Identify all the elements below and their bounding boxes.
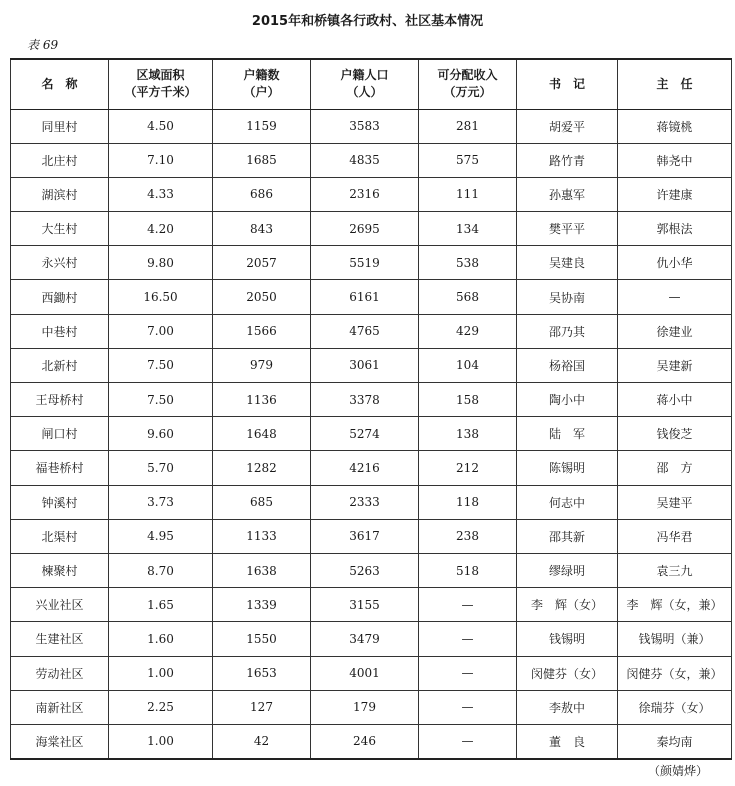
table-cell: 1339: [213, 588, 311, 622]
table-cell: 吴建新: [618, 348, 732, 382]
column-header-line: 主 任: [656, 76, 693, 91]
table-cell: 138: [419, 417, 517, 451]
column-header: [419, 59, 517, 109]
table-cell: 5519: [311, 246, 419, 280]
table-cell: 16.50: [109, 280, 213, 314]
table-cell: 5263: [311, 553, 419, 587]
table-cell: 何志中: [517, 485, 618, 519]
table-row: [11, 622, 732, 656]
column-header: [517, 59, 618, 109]
table-cell: 281: [419, 109, 517, 143]
table-cell: 邵乃其: [517, 314, 618, 348]
table-cell: 3378: [311, 383, 419, 417]
table-cell: 兴业社区: [11, 588, 109, 622]
table-cell: 闵健芬（女，兼）: [618, 656, 732, 690]
table-cell: 南新社区: [11, 690, 109, 724]
table-cell: 钱俊芝: [618, 417, 732, 451]
table-cell: 李 辉（女，兼）: [618, 588, 732, 622]
table-cell: 樊平平: [517, 212, 618, 246]
table-cell: 104: [419, 348, 517, 382]
column-header-line: （户）: [243, 85, 280, 100]
table-cell: 钱锡明（兼）: [618, 622, 732, 656]
table-cell: 686: [213, 177, 311, 211]
table-cell: 1648: [213, 417, 311, 451]
table-cell: 永兴村: [11, 246, 109, 280]
table-cell: 1.60: [109, 622, 213, 656]
table-row: [11, 143, 732, 177]
table-cell: 缪绿明: [517, 553, 618, 587]
table-cell: 吴协南: [517, 280, 618, 314]
table-cell: 1133: [213, 519, 311, 553]
table-row: [11, 485, 732, 519]
table-row: [11, 553, 732, 587]
table-cell: 1.00: [109, 656, 213, 690]
table-row: [11, 212, 732, 246]
column-header-line: （万元）: [443, 85, 492, 100]
table-cell: 7.50: [109, 383, 213, 417]
table-cell: 徐瑞芬（女）: [618, 690, 732, 724]
table-cell: 福巷桥村: [11, 451, 109, 485]
table-cell: 海棠社区: [11, 724, 109, 758]
table-cell: 127: [213, 690, 311, 724]
table-cell: 西鋤村: [11, 280, 109, 314]
table-cell: 5.70: [109, 451, 213, 485]
table-cell: 246: [311, 724, 419, 758]
table-cell: 吴建平: [618, 485, 732, 519]
table-cell: 7.10: [109, 143, 213, 177]
table-cell: 3583: [311, 109, 419, 143]
table-cell: 3617: [311, 519, 419, 553]
table-row: [11, 451, 732, 485]
table-cell: 1685: [213, 143, 311, 177]
table-number: 表 69: [27, 38, 59, 52]
table-cell: 徐建业: [618, 314, 732, 348]
table-cell: 郭根法: [618, 212, 732, 246]
table-cell: 王母桥村: [11, 383, 109, 417]
table-cell: 钟溪村: [11, 485, 109, 519]
table-cell: 518: [419, 553, 517, 587]
table-cell: 许建康: [618, 177, 732, 211]
table-cell: 4001: [311, 656, 419, 690]
column-header-line: 名 称: [41, 76, 78, 91]
table-cell: 238: [419, 519, 517, 553]
table-cell: 685: [213, 485, 311, 519]
table-cell: 2316: [311, 177, 419, 211]
table-cell: 7.00: [109, 314, 213, 348]
table-cell: 2695: [311, 212, 419, 246]
table-cell: 韩尧中: [618, 143, 732, 177]
column-header-line: 户籍人口: [340, 68, 389, 83]
column-header: [11, 59, 109, 109]
table-cell: 2333: [311, 485, 419, 519]
table-cell: —: [419, 724, 517, 758]
table-cell: 秦均南: [618, 724, 732, 758]
table-cell: —: [419, 588, 517, 622]
table-cell: 568: [419, 280, 517, 314]
table-cell: 6161: [311, 280, 419, 314]
table-cell: 北新村: [11, 348, 109, 382]
column-header-line: 户籍数: [243, 68, 280, 83]
table-row: [11, 519, 732, 553]
table-row: [11, 109, 732, 143]
table-cell: 118: [419, 485, 517, 519]
table-cell: 大生村: [11, 212, 109, 246]
column-header: [213, 59, 311, 109]
table-cell: 胡爱平: [517, 109, 618, 143]
table-cell: 4.50: [109, 109, 213, 143]
table-cell: 冯华君: [618, 519, 732, 553]
table-cell: 8.70: [109, 553, 213, 587]
table-cell: 生建社区: [11, 622, 109, 656]
table-cell: 1.00: [109, 724, 213, 758]
table-cell: 北渠村: [11, 519, 109, 553]
table-cell: 钱锡明: [517, 622, 618, 656]
table-cell: 5274: [311, 417, 419, 451]
table-cell: 孙惠军: [517, 177, 618, 211]
table-cell: 1282: [213, 451, 311, 485]
table-cell: 吴建良: [517, 246, 618, 280]
table-cell: 北庄村: [11, 143, 109, 177]
table-row: [11, 280, 732, 314]
table-cell: 1638: [213, 553, 311, 587]
table-cell: 陈锡明: [517, 451, 618, 485]
table-cell: 4835: [311, 143, 419, 177]
table-cell: —: [419, 690, 517, 724]
table-row: [11, 314, 732, 348]
table-cell: 李敖中: [517, 690, 618, 724]
table-cell: 429: [419, 314, 517, 348]
table-cell: 李 辉（女）: [517, 588, 618, 622]
data-table: [10, 58, 732, 760]
table-cell: 4.20: [109, 212, 213, 246]
table-row: [11, 417, 732, 451]
author-credit: （颜婧烨）: [647, 764, 708, 778]
table-cell: 4765: [311, 314, 419, 348]
table-cell: 134: [419, 212, 517, 246]
table-cell: 538: [419, 246, 517, 280]
table-cell: 4.95: [109, 519, 213, 553]
table-cell: 4216: [311, 451, 419, 485]
table-cell: 979: [213, 348, 311, 382]
table-cell: —: [618, 280, 732, 314]
table-body: [11, 109, 732, 759]
table-cell: 杨裕国: [517, 348, 618, 382]
table-cell: 2050: [213, 280, 311, 314]
table-cell: 路竹青: [517, 143, 618, 177]
table-cell: 同里村: [11, 109, 109, 143]
table-cell: 2057: [213, 246, 311, 280]
column-header-line: 区域面积: [136, 68, 185, 83]
table-cell: 劳动社区: [11, 656, 109, 690]
page-title: 2015年和桥镇各行政村、社区基本情况: [251, 14, 484, 29]
table-row: [11, 724, 732, 758]
table-cell: 9.80: [109, 246, 213, 280]
table-cell: 111: [419, 177, 517, 211]
table-cell: 1550: [213, 622, 311, 656]
table-row: [11, 383, 732, 417]
table-cell: 2.25: [109, 690, 213, 724]
table-row: [11, 588, 732, 622]
column-header: [109, 59, 213, 109]
table-cell: —: [419, 656, 517, 690]
table-cell: 7.50: [109, 348, 213, 382]
column-header-line: 书 记: [548, 76, 585, 91]
table-cell: 闵健芬（女）: [517, 656, 618, 690]
table-cell: 179: [311, 690, 419, 724]
column-header-line: 可分配收入: [437, 68, 498, 83]
table-cell: 董 良: [517, 724, 618, 758]
table-cell: 3479: [311, 622, 419, 656]
table-cell: 9.60: [109, 417, 213, 451]
table-cell: 843: [213, 212, 311, 246]
table-row: [11, 246, 732, 280]
table-row: [11, 656, 732, 690]
table-cell: 蒋小中: [618, 383, 732, 417]
table-cell: 158: [419, 383, 517, 417]
column-header-line: （人）: [346, 85, 383, 100]
column-header-line: （平方千米）: [124, 85, 197, 100]
table-cell: 4.33: [109, 177, 213, 211]
table-cell: 陆 军: [517, 417, 618, 451]
table-cell: 212: [419, 451, 517, 485]
table-cell: 575: [419, 143, 517, 177]
table-cell: 闸口村: [11, 417, 109, 451]
table-cell: 3061: [311, 348, 419, 382]
table-cell: 陶小中: [517, 383, 618, 417]
table-cell: 1.65: [109, 588, 213, 622]
column-header: [311, 59, 419, 109]
table-row: [11, 348, 732, 382]
table-cell: 蒋镜桃: [618, 109, 732, 143]
table-cell: 42: [213, 724, 311, 758]
table-cell: 1566: [213, 314, 311, 348]
table-cell: 1136: [213, 383, 311, 417]
table-cell: 楝聚村: [11, 553, 109, 587]
table-cell: 中巷村: [11, 314, 109, 348]
column-header: [618, 59, 732, 109]
table-cell: 1159: [213, 109, 311, 143]
table-cell: 邵其新: [517, 519, 618, 553]
table-cell: 袁三九: [618, 553, 732, 587]
table-cell: 湖滨村: [11, 177, 109, 211]
table-cell: 仇小华: [618, 246, 732, 280]
table-row: [11, 177, 732, 211]
table-cell: —: [419, 622, 517, 656]
table-header-row: [11, 59, 732, 109]
table-cell: 3155: [311, 588, 419, 622]
table-cell: 1653: [213, 656, 311, 690]
table-cell: 3.73: [109, 485, 213, 519]
table-row: [11, 690, 732, 724]
table-cell: 邵 方: [618, 451, 732, 485]
